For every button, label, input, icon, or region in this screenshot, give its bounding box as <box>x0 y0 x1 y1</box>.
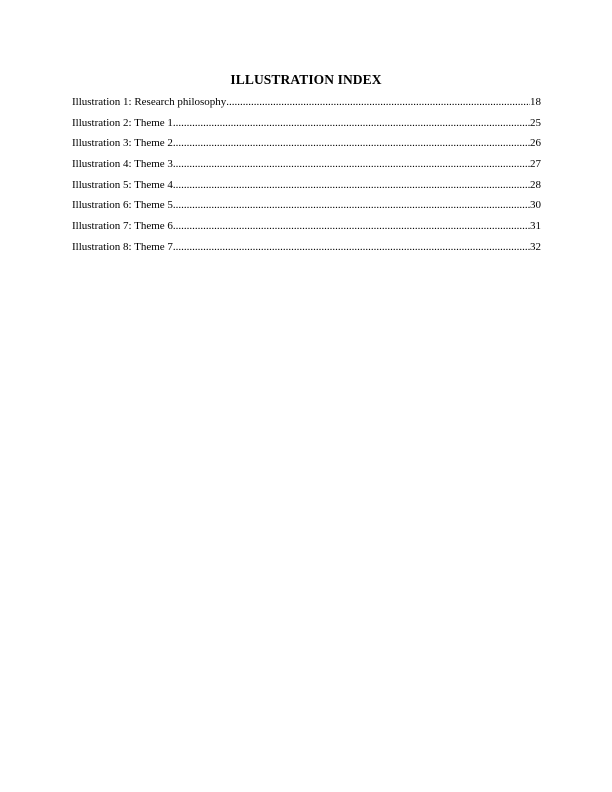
index-title: ILLUSTRATION INDEX <box>230 72 382 87</box>
index-entry-8[interactable] <box>72 240 541 261</box>
index-entry-2[interactable] <box>72 116 541 137</box>
dot-leader <box>173 219 530 233</box>
entry-label: Illustration 8: Theme 7 <box>72 240 173 253</box>
entry-page-number: 31 <box>530 220 541 233</box>
entry-label: Illustration 2: Theme 1 <box>72 116 173 129</box>
entry-label: Illustration 7: Theme 6 <box>72 220 173 233</box>
illustration-index-list <box>72 95 541 261</box>
dot-leader <box>173 136 530 150</box>
entry-label: Illustration 5: Theme 4 <box>72 178 173 191</box>
entry-label: Illustration 1: Research philosophy <box>72 96 227 108</box>
entry-page-number: 28 <box>530 178 541 191</box>
dot-leader <box>173 157 530 171</box>
entry-page-number: 25 <box>530 116 541 129</box>
entry-label: Illustration 6: Theme 5 <box>72 199 173 212</box>
entry-page-number: 30 <box>530 199 541 212</box>
entry-label: Illustration 3: Theme 2 <box>72 137 173 150</box>
entry-page-number: 26 <box>530 137 541 150</box>
dot-leader <box>173 198 530 212</box>
index-entry-7[interactable] <box>72 219 541 240</box>
entry-page-number: 32 <box>530 240 541 253</box>
index-entry-5[interactable] <box>72 178 541 199</box>
index-entry-3[interactable] <box>72 136 541 157</box>
entry-label: Illustration 4: Theme 3 <box>72 158 173 171</box>
dot-leader <box>173 116 530 130</box>
entry-page-number: 18 <box>530 96 541 108</box>
dot-leader <box>226 95 530 109</box>
index-entry-1[interactable] <box>72 95 541 116</box>
dot-leader <box>173 240 530 254</box>
index-entry-6[interactable] <box>72 198 541 219</box>
entry-page-number: 27 <box>530 158 541 171</box>
dot-leader <box>173 178 530 192</box>
index-entry-4[interactable] <box>72 157 541 178</box>
